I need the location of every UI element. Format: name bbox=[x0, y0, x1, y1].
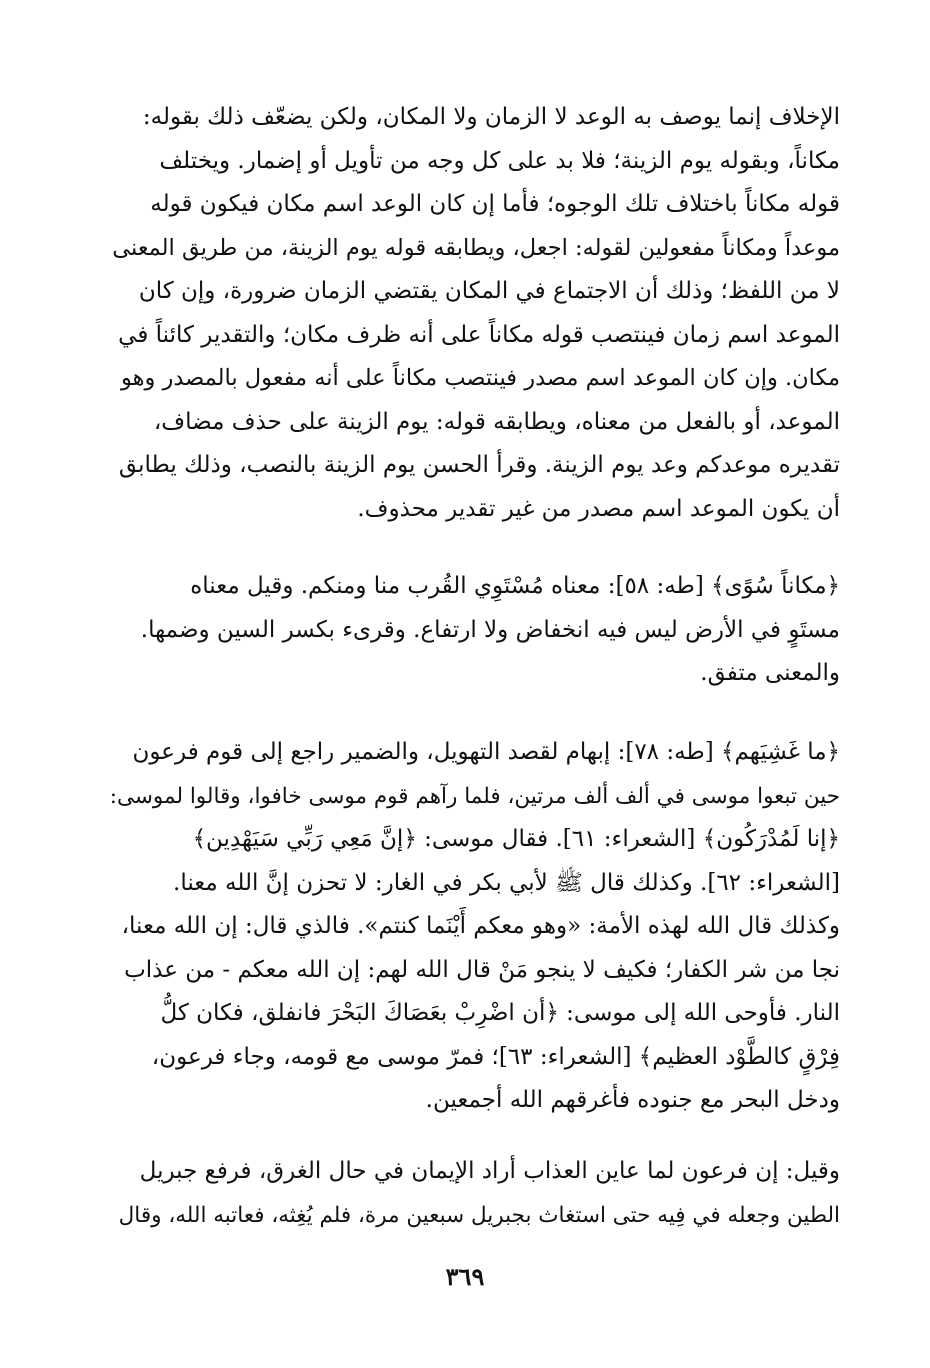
text-line: الموعد اسم زمان فينتصب قوله مكاناً على أنه ظرف مكان؛ والتقدير كائناً في bbox=[118, 321, 840, 348]
text-line: ودخل البحر مع جنوده فأغرقهم الله أجمعين. bbox=[425, 1087, 840, 1113]
text-line: وقيل: إن فرعون لما عاين العذاب أراد الإيمان في حال الغرق، فرفع جبريل bbox=[139, 1158, 840, 1184]
text-line: الإخلاف إنما يوصف به الوعد لا الزمان ولا المكان، ولكن يضعّف ذلك بقوله: bbox=[142, 104, 840, 130]
paragraph-4 bbox=[110, 1150, 840, 1237]
text-line: النار. فأوحى الله إلى موسى: ﴿أن اضْرِبْ بعَصَاكَ البَحْرَ فانفلق، فكان كلُّ bbox=[160, 1000, 840, 1026]
text-line: الموعد، أو بالفعل من معناه، ويطابقه قوله: يوم الزينة على حذف مضاف، bbox=[153, 408, 840, 435]
text-line: وكذلك قال الله لهذه الأمة: «وهو معكم أَيْنَما كنتم». فالذي قال: إن الله معنا، bbox=[121, 913, 840, 939]
text-line: مستَوٍ في الأرض ليس فيه انخفاض ولا ارتفاع. وقرىء بكسر السين وضمها. bbox=[140, 616, 840, 643]
text-line: مكان. وإن كان الموعد اسم مصدر فينتصب مكاناً على أنه مفعول بالمصدر وهو bbox=[120, 365, 840, 391]
text-line: تقديره موعدكم وعد يوم الزينة. وقرأ الحسن يوم الزينة بالنصب، وذلك يطابق bbox=[118, 452, 840, 478]
text-line: قوله مكاناً باختلاف تلك الوجوه؛ فأما إن كان الوعد اسم مكان فيكون قوله bbox=[150, 191, 840, 217]
text-line: أن يكون الموعد اسم مصدر من غير تقدير محذوف. bbox=[357, 495, 840, 522]
paragraph-2 bbox=[110, 565, 840, 696]
text-line: ﴿إنا لَمُدْرَكُون﴾ [الشعراء: ٦١]. فقال موسى: ﴿إنَّ مَعِي رَبِّي سَيَهْدِين﴾ bbox=[192, 826, 840, 852]
paragraph-1 bbox=[110, 96, 840, 531]
paragraph-3 bbox=[110, 731, 840, 1123]
text-line: [الشعراء: ٦٢]. وكذلك قال ﷺ لأبي بكر في الغار: لا تحزن إنَّ الله معنا. bbox=[173, 869, 840, 896]
text-line: الطين وجعله في فِيه حتى استغاث بجبريل سبعين مرة، فلم يُغِثه، فعاتبه الله، وقال bbox=[118, 1202, 840, 1228]
text-line: ﴿ما غَشِيَهم﴾ [طه: ٧٨]: إبهام لقصد التهويل، والضمير راجع إلى قوم فرعون bbox=[132, 739, 840, 765]
page-number: ٣٦٩ bbox=[445, 1262, 485, 1291]
text-line: فِرْقٍ كالطَّوْد العظيم﴾ [الشعراء: ٦٣]؛ فمرّ موسى مع قومه، وجاء فرعون، bbox=[151, 1043, 840, 1070]
text-line: لا من اللفظ؛ وذلك أن الاجتماع في المكان يقتضي الزمان ضرورة، وإن كان bbox=[138, 278, 840, 304]
text-line: حين تبعوا موسى في ألف ألف مرتين، فلما رآهم قوم موسى خافوا، وقالوا لموسى: bbox=[110, 783, 840, 809]
text-line: مكاناً، وبقوله يوم الزينة؛ فلا بد على كل وجه من تأويل أو إضمار. ويختلف bbox=[159, 147, 840, 174]
text-line: ﴿مكاناً سُوًى﴾ [طه: ٥٨]: معناه مُسْتَوِي القُرب منا ومنكم. وقيل معناه bbox=[190, 573, 840, 599]
text-line: موعداً ومكاناً مفعولين لقوله: اجعل، ويطابقه قوله يوم الزينة، من طريق المعنى bbox=[112, 234, 840, 261]
text-line: والمعنى متفق. bbox=[700, 660, 840, 686]
text-line: نجا من شر الكفار؛ فكيف لا ينجو مَنْ قال الله لهم: إن الله معكم - من عذاب bbox=[124, 956, 840, 983]
